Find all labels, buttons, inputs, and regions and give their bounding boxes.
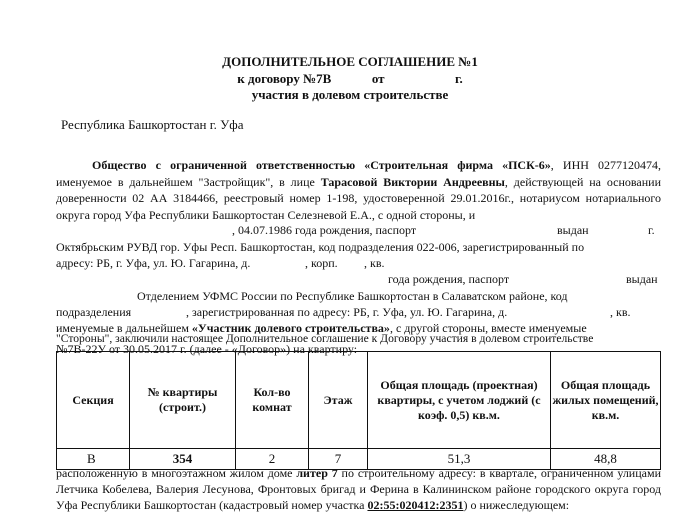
header-apartment-number: № квартиры (строит.) xyxy=(130,352,236,449)
party-two-line-5: Отделением УФМС России по Республике Башкортостан в Салаватском районе, код xyxy=(137,289,568,303)
title-line-1: ДОПОЛНИТЕЛЬНОЕ СОГЛАШЕНИЕ №1 xyxy=(222,54,478,69)
party-one-representative: Тарасовой Виктории Андреевны xyxy=(320,174,505,189)
party-two-kv: , кв. xyxy=(364,256,385,270)
party-two-line-6-prefix: подразделения xyxy=(56,305,132,319)
line-7-text-c: , с другой стороны, вместе именуемые xyxy=(389,321,587,335)
party-one-text-b: , действующей на основании доверенности 02 АА 3184466, реестровый номер 1-198, удостоверенной 29.01.2016г., нотариусом нотариального округа город Уфа Республики Башкортостан Селезневой Е.А., с одной стороны, и xyxy=(56,174,661,222)
party-one-paragraph xyxy=(56,157,661,223)
apartment-table xyxy=(56,351,661,470)
closing-text-c: по строительному адресу: в квартале, ограниченном улицами Летчика Кобелева, Валерия Лесунова, Фронтовых бригад и Ферина в Калининском районе городского округа город Уфа Республики Башкортостан (кадастровый номер участка xyxy=(56,466,661,512)
header-floor: Этаж xyxy=(309,352,368,449)
party-two-city-1: г. xyxy=(648,223,655,237)
party-two-korp: , корп. xyxy=(305,256,338,270)
cell-section: В xyxy=(57,449,130,470)
party-two-issued-1: выдан xyxy=(557,223,589,237)
party-two-line-9: №7В-22У от 30.05.2017 г. (далее - «Договор») на квартиру: xyxy=(56,342,358,356)
party-one-name: Общество с ограниченной ответственностью «Строительная фирма «ПСК-6» xyxy=(92,158,551,172)
header-living-area: Общая площадь жилых помещений, кв.м. xyxy=(551,352,661,449)
participant-term: «Участник долевого строительства» xyxy=(191,321,390,335)
party-two-line-8: "Стороны", заключили настоящее Дополнительное соглашение к Договору участия в долевом строительстве xyxy=(56,332,594,345)
cell-living-area: 48,8 xyxy=(551,449,661,470)
party-two-line-2: Октябрьским РУВД гор. Уфы Респ. Башкортостан, код подразделения 022-006, зарегистрированный по xyxy=(56,240,585,254)
title-line-3: участия в долевом строительстве xyxy=(251,87,449,102)
party-two-issued-2: выдан xyxy=(626,272,658,286)
building-letter: литер 7 xyxy=(296,466,338,480)
line-7-text-a: именуемые в дальнейшем xyxy=(56,321,192,335)
party-two-line-6: , зарегистрированная по адресу: РБ, г. Уфа, ул. Ю. Гагарина, д. xyxy=(186,305,508,319)
cell-apartment-number: 354 xyxy=(130,449,236,470)
cadastral-number: 02:55:020412:2351 xyxy=(367,498,464,512)
party-two-line-3: адресу: РБ, г. Уфа, ул. Ю. Гагарина, д. xyxy=(56,256,251,270)
header-section: Секция xyxy=(57,352,130,449)
cell-floor: 7 xyxy=(309,449,368,470)
contract-reference xyxy=(0,71,700,87)
cell-rooms: 2 xyxy=(236,449,309,470)
party-two-line-4: года рождения, паспорт xyxy=(388,272,510,286)
location-line: Республика Башкортостан г. Уфа xyxy=(61,117,244,132)
closing-paragraph xyxy=(56,465,661,513)
header-total-area: Общая площадь (проектная) квартиры, с учетом лоджий (с коэф. 0,5) кв.м. xyxy=(368,352,551,449)
closing-text-e: ) о нижеследующем: xyxy=(463,498,570,512)
document-subtitle xyxy=(0,87,700,103)
contract-from: от xyxy=(371,71,385,86)
closing-text-a: расположенную в многоэтажном жилом доме xyxy=(56,466,297,480)
cell-total-area: 51,3 xyxy=(368,449,551,470)
table-header-row xyxy=(57,352,661,449)
contract-number: к договору №7В xyxy=(237,71,332,86)
party-two-kv-2: , кв. xyxy=(610,305,631,319)
contract-year: г. xyxy=(455,71,463,86)
party-two-line-1: , 04.07.1986 года рождения, паспорт xyxy=(232,223,417,237)
document-title xyxy=(0,54,700,70)
header-rooms: Кол-во комнат xyxy=(236,352,309,449)
party-one-text-a: , ИНН 0277120474, именуемое в дальнейшем "Застройщик", в лице xyxy=(56,158,661,189)
